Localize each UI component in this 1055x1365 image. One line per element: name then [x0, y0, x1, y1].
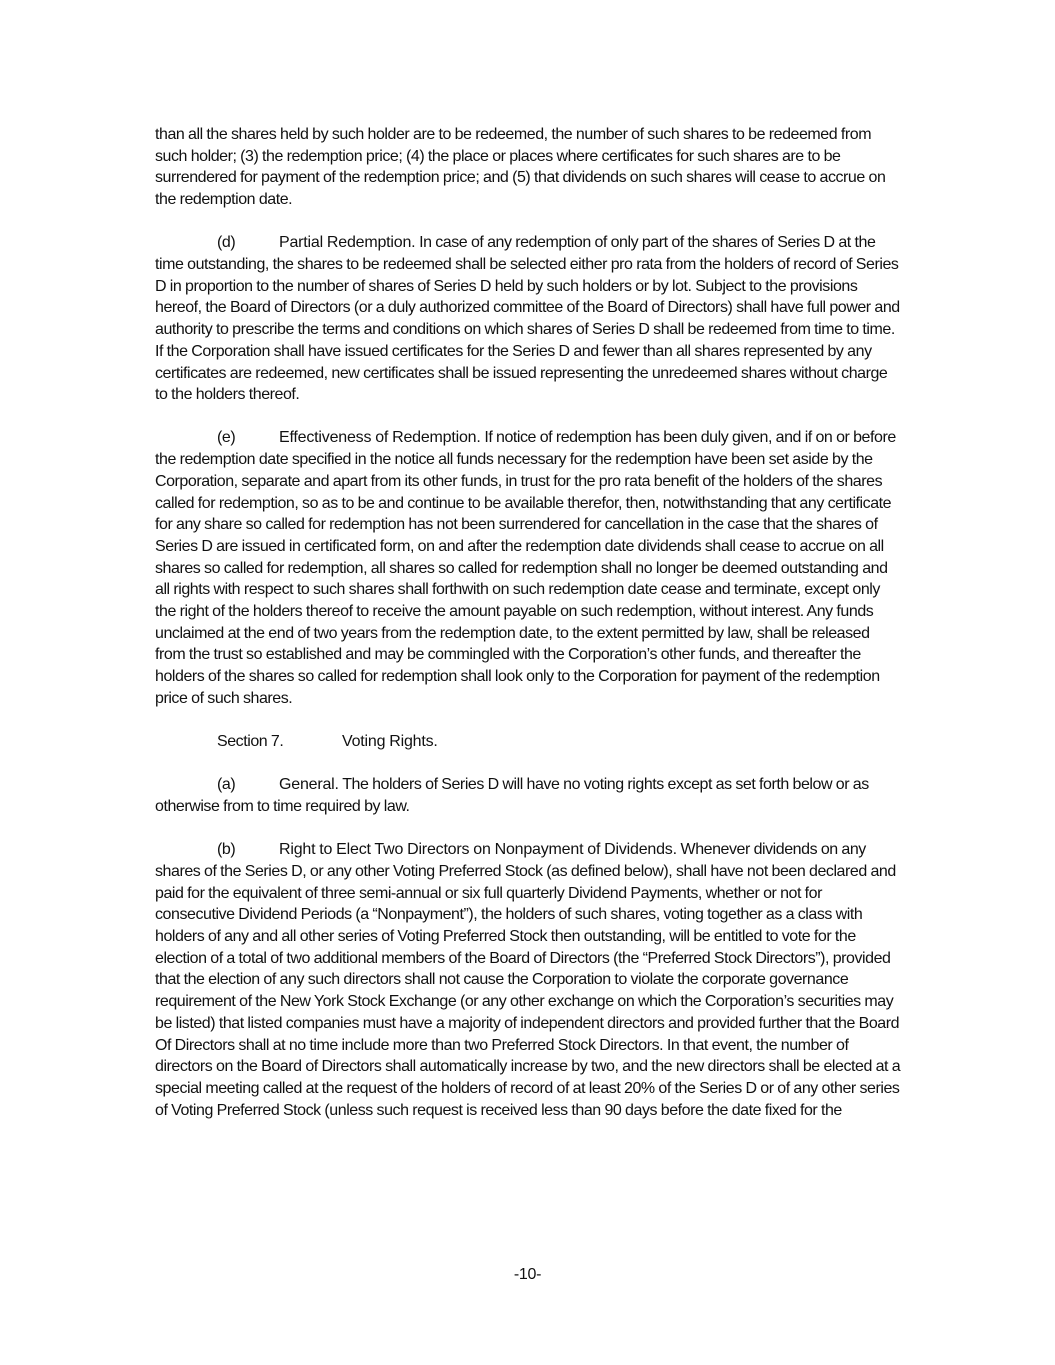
paragraph-heading: Partial Redemption. [279, 234, 416, 252]
paragraph-7a-general [155, 774, 903, 817]
document-page-body [155, 124, 903, 1143]
paragraph-number: (a) [217, 776, 236, 794]
paragraph-7b-right-to-elect-directors [155, 839, 903, 1121]
paragraph-text: If notice of redemption has been duly given, and if on or before the redemption date specified in the notice all funds necessary for the redemption have been set aside by the Corporation, separate and apart from its other funds, in trust for the pro rata benefit of the holders of the shares called for redemption, so as to be and continue to be available therefor, then, notwithstanding that any certificate for any share so called for redemption has not been surrendered for cancellation in the case that the shares of Series D are issued in certificated form, on and after the redemption date dividends shall cease to accrue on all shares so called for redemption, all shares so called for redemption shall no longer be deemed outstanding and all rights with respect to such shares shall forthwith on such redemption date cease and terminate, except only the right of the holders thereof to receive the amount payable on such redemption, without interest. Any funds unclaimed at the end of two years from the redemption date, to the extent permitted by law, shall be released from the trust so established and may be commingled with the Corporation’s other funds, and thereafter the holders of the shares so called for redemption shall look only to the Corporation for payment of the redemption price of such shares. [155, 429, 896, 707]
paragraph-text: Whenever dividends on any shares of the Series D, or any other Voting Preferred Stock (as defined below), shall have not been declared and paid for the equivalent of three semi-annual or six full quarterly Dividend Payments, whether or not for consecutive Dividend Periods (a “Nonpayment”), the holders of such shares, voting together as a class with holders of any and all other series of Voting Preferred Stock then outstanding, will be entitled to vote for the election of a total of two additional members of the Board of Directors (the “Preferred Stock Directors”), provided that the election of any such directors shall not cause the Corporation to violate the corporate governance requirement of the New York Stock Exchange (or any other exchange on which the Corporation’s securities may be listed) that listed companies must have a majority of independent directors and provided further that the Board Of Directors shall at no time include more than two Preferred Stock Directors. In that event, the number of directors on the Board of Directors shall automatically increase by two, and the new directors shall be elected at a special meeting called at the request of the holders of record of at least 20% of the Series D or of any other series of Voting Preferred Stock (unless such request is received less than 90 days before the date fixed for the [155, 841, 901, 1119]
paragraph-heading: General. [279, 776, 339, 794]
section-title: Voting Rights. [342, 733, 438, 751]
paragraph-e-effectiveness-of-redemption [155, 427, 903, 709]
paragraph-heading: Right to Elect Two Directors on Nonpayment of Dividends. [279, 841, 677, 859]
paragraph-text: In case of any redemption of only part of the shares of Series D at the time outstanding, the shares to be redeemed shall be selected either pro rata from the holders of record of Series D in proportion to the number of shares of Series D held by such holders or by lot. Subject to the provisions hereof, the Board of Directors (or a duly authorized committee of the Board of Directors) shall have full power and authority to prescribe the terms and conditions on which shares of Series D shall be redeemed from time to time. If the Corporation shall have issued certificates for the Series D and fewer than all shares represented by any certificates are redeemed, new certificates shall be issued representing the unredeemed shares without charge to the holders thereof. [155, 234, 900, 404]
page-number: -10- [513, 1266, 542, 1283]
paragraph-heading: Effectiveness of Redemption. [279, 429, 481, 447]
section-label: Section 7. [217, 733, 284, 751]
paragraph-number: (e) [217, 429, 236, 447]
opening-paragraph: than all the shares held by such holder are to be redeemed, the number of such shares to be redeemed from such holder; (3) the redemption price; (4) the place or places where certificates for such shares are to be surrendered for payment of the redemption price; and (5) that dividends on such shares will cease to accrue on the redemption date. [155, 126, 886, 209]
paragraph-d-partial-redemption [155, 232, 903, 406]
paragraph-number: (b) [217, 841, 236, 859]
section-7-heading [155, 731, 903, 753]
paragraph-text: The holders of Series D will have no voting rights except as set forth below or as otherwise from to time required by law. [155, 776, 869, 815]
paragraph-number: (d) [217, 234, 236, 252]
